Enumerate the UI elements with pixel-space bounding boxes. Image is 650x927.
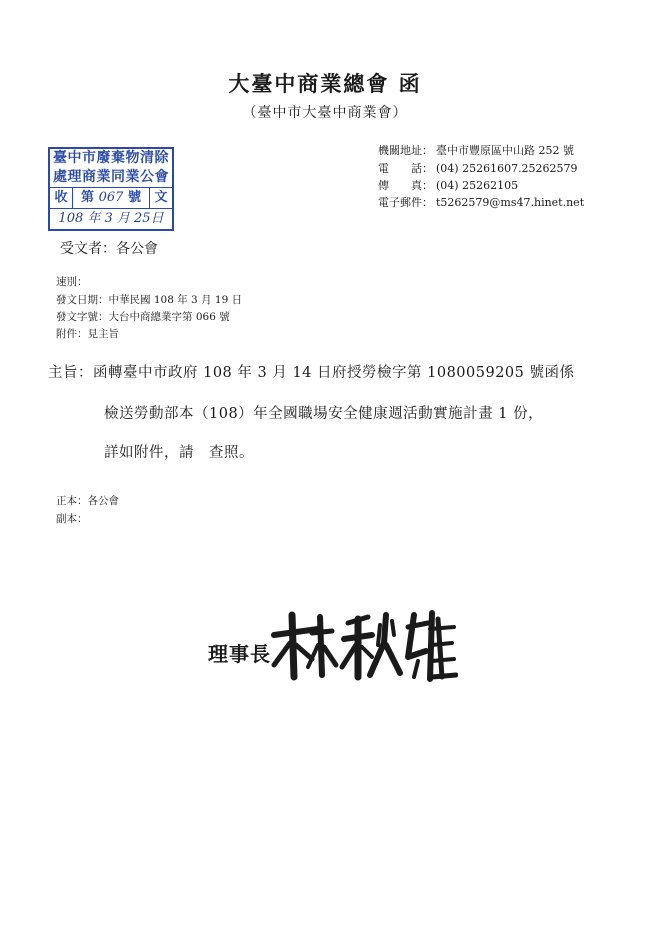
contact-email-value: t5262579@ms47.hinet.net	[436, 196, 585, 209]
stamp-org-line2: 處理商業同業公會	[53, 169, 169, 185]
meta-attachment: 附件：見主旨	[56, 328, 119, 340]
contact-address-value: 臺中市豐原區中山路 252 號	[436, 144, 574, 157]
stamp-recv-label: 收	[50, 188, 73, 208]
subject-line3: 詳如附件，請 查照。	[104, 445, 254, 461]
stamp-date: 108 年 3 月 25日	[50, 208, 172, 229]
contact-fax	[378, 179, 518, 193]
meta-speed: 速別：	[56, 276, 88, 288]
meta-date: 發文日期：中華民國 108 年 3 月 19 日	[56, 294, 243, 306]
contact-fax-value: (04) 25262105	[436, 179, 519, 192]
copy-main: 正本：各公會	[56, 495, 119, 507]
contact-address-label: 機關地址：	[378, 144, 433, 157]
signature-image	[268, 605, 458, 683]
contact-email-label: 電子郵件：	[378, 196, 433, 209]
signature-title: 理事長	[208, 642, 271, 666]
contact-phone-value: (04) 25261607.25262579	[436, 162, 578, 175]
meta-doc-no: 發文字號：大台中商總業字第 066 號	[56, 311, 230, 323]
subject-line2: 檢送勞動部本（108）年全國職場安全健康週活動實施計畫 1 份，	[104, 406, 544, 422]
stamp-doc-label: 文	[154, 190, 168, 205]
contact-address	[378, 144, 574, 158]
document-subtitle: （臺中市大臺中商業會）	[242, 105, 408, 121]
stamp-recv-number: 067	[98, 190, 124, 205]
subject-line1: 主旨：函轉臺中市政府 108 年 3 月 14 日府授勞檢字第 1080059205 號函係	[48, 365, 575, 381]
contact-phone-label: 電 話：	[378, 162, 433, 175]
stamp-org-line1: 臺中市廢棄物清除	[53, 150, 169, 166]
stamp-number-row	[50, 187, 172, 208]
received-stamp	[48, 147, 174, 231]
contact-fax-label: 傳 真：	[378, 179, 433, 192]
copy-cc: 副本：	[56, 513, 88, 525]
recipient: 受文者：各公會	[60, 241, 158, 257]
contact-phone	[378, 162, 578, 176]
stamp-recv-suffix: 號	[127, 190, 141, 205]
stamp-recv-number-cell	[73, 188, 150, 208]
document-title: 大臺中商業總會 函	[228, 71, 422, 96]
stamp-recv-prefix: 第	[81, 190, 95, 205]
contact-email	[378, 196, 584, 210]
